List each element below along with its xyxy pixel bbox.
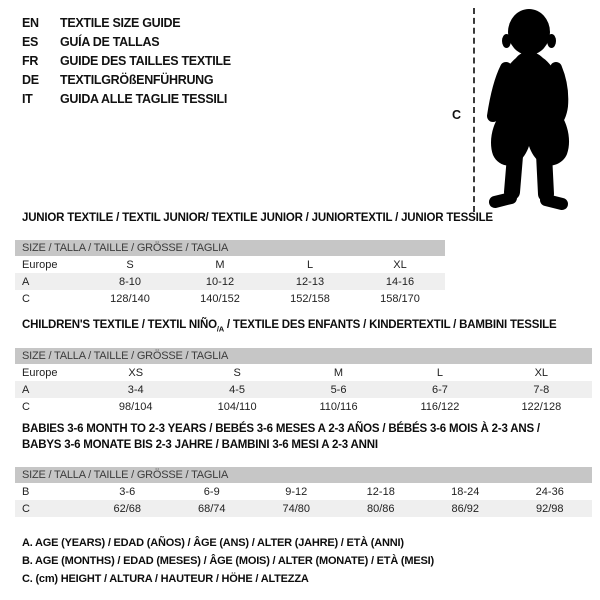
size-cell: XS	[128, 366, 144, 379]
table-row	[15, 364, 592, 381]
age-cell: 7-8	[533, 383, 550, 396]
babies-table-title-line2: BABYS 3-6 MONATE BIS 2-3 JAHRE / BAMBINI 3-6 MESI A 2-3 ANNI	[22, 439, 378, 451]
height-measure-dashed-line	[473, 8, 475, 212]
age-cell: 4-5	[229, 383, 246, 396]
size-cell: L	[306, 258, 314, 271]
language-row-de	[22, 70, 231, 89]
junior-table-title: JUNIOR TEXTILE / TEXTIL JUNIOR/ TEXTILE JUNIOR / JUNIORTEXTIL / JUNIOR TESSILE	[22, 212, 493, 224]
children-title-pre: CHILDREN'S TEXTILE / TEXTIL NIÑO	[22, 319, 217, 331]
language-code: FR	[22, 53, 39, 68]
language-title: GUIDE DES TAILLES TEXTILE	[60, 53, 231, 68]
children-title-subscript: /A	[216, 324, 224, 334]
age-cell: 12-18	[366, 485, 395, 498]
age-cell: 9-12	[285, 485, 308, 498]
table-row	[15, 500, 592, 517]
language-code: DE	[22, 72, 39, 87]
language-title: GUÍA DE TALLAS	[60, 34, 160, 49]
height-measure-label: C	[452, 108, 462, 122]
children-size-table	[15, 348, 592, 415]
height-cell: 74/80	[282, 502, 311, 515]
size-header-bar: SIZE / TALLA / TAILLE / GRÖSSE / TAGLIA	[15, 467, 592, 483]
size-header-bar: SIZE / TALLA / TAILLE / GRÖSSE / TAGLIA	[15, 348, 592, 364]
size-cell: XL	[534, 366, 549, 379]
table-row	[15, 290, 445, 307]
height-cell: 86/92	[451, 502, 480, 515]
row-label: C	[22, 292, 30, 305]
table-row	[15, 381, 592, 398]
size-cell: S	[126, 258, 134, 271]
age-cell: 6-9	[203, 485, 220, 498]
size-cell: XL	[393, 258, 407, 271]
height-cell: 80/86	[366, 502, 395, 515]
row-label: A	[22, 383, 30, 396]
language-row-fr	[22, 51, 231, 70]
table-row	[15, 256, 445, 273]
size-cell: L	[436, 366, 443, 379]
language-row-es	[22, 32, 231, 51]
row-label: C	[22, 400, 30, 413]
row-label: Europe	[22, 258, 58, 271]
table-row	[15, 483, 592, 500]
note-height-cm: C. (cm) HEIGHT / ALTURA / HAUTEUR / HÖHE / ALTEZZA	[22, 573, 309, 585]
language-code: IT	[22, 91, 33, 106]
height-cell: 92/98	[535, 502, 564, 515]
age-cell: 12-13	[295, 275, 325, 288]
age-cell: 3-4	[127, 383, 144, 396]
children-title-post: / TEXTILE DES ENFANTS / KINDERTEXTIL / BAMBINI TESSILE	[223, 319, 557, 331]
age-cell: 6-7	[431, 383, 448, 396]
row-label: Europe	[22, 366, 58, 379]
age-cell: 3-6	[119, 485, 136, 498]
note-age-months: B. AGE (MONTHS) / EDAD (MESES) / ÂGE (MOIS) / ALTER (MONATE) / ETÀ (MESI)	[22, 555, 434, 567]
row-label: A	[22, 275, 30, 288]
age-cell: 24-36	[535, 485, 564, 498]
toddler-silhouette-icon	[479, 8, 583, 212]
language-row-en	[22, 13, 231, 32]
height-cell: 158/170	[380, 292, 420, 305]
age-cell: 18-24	[451, 485, 480, 498]
language-title: TEXTILGRÖßENFÜHRUNG	[60, 72, 214, 87]
language-code: EN	[22, 15, 39, 30]
age-cell: 10-12	[205, 275, 235, 288]
size-header-bar: SIZE / TALLA / TAILLE / GRÖSSE / TAGLIA	[15, 240, 445, 256]
height-cell: 98/104	[118, 400, 153, 413]
size-cell: S	[233, 366, 241, 379]
legend-notes	[22, 537, 434, 591]
age-cell: 8-10	[118, 275, 142, 288]
size-cell: M	[333, 366, 344, 379]
table-row	[15, 398, 592, 415]
size-cell: M	[215, 258, 225, 271]
age-cell: 5-6	[330, 383, 347, 396]
height-cell: 104/110	[217, 400, 257, 413]
table-row	[15, 273, 445, 290]
note-age-years: A. AGE (YEARS) / EDAD (AÑOS) / ÂGE (ANS) / ALTER (JAHRE) / ETÀ (ANNI)	[22, 537, 404, 549]
language-legend	[22, 13, 231, 108]
junior-size-table	[15, 240, 445, 307]
height-cell: 128/140	[110, 292, 150, 305]
age-cell: 14-16	[385, 275, 415, 288]
babies-table-title-line1: BABIES 3-6 MONTH TO 2-3 YEARS / BEBÉS 3-6 MESES A 2-3 AÑOS / BÉBÉS 3-6 MOIS À 2-3 ANS /	[22, 423, 540, 435]
height-cell: 68/74	[197, 502, 226, 515]
height-cell: 116/122	[420, 400, 460, 413]
height-cell: 140/152	[200, 292, 240, 305]
language-title: TEXTILE SIZE GUIDE	[60, 15, 181, 30]
height-cell: 110/116	[319, 400, 358, 413]
row-label: C	[22, 502, 30, 515]
height-cell: 122/128	[521, 400, 562, 413]
children-table-title	[22, 319, 556, 333]
language-row-it	[22, 89, 231, 108]
height-cell: 152/158	[290, 292, 330, 305]
language-code: ES	[22, 34, 39, 49]
height-cell: 62/68	[113, 502, 142, 515]
babies-size-table	[15, 467, 592, 517]
row-label: B	[22, 485, 30, 498]
language-title: GUIDA ALLE TAGLIE TESSILI	[60, 91, 228, 106]
